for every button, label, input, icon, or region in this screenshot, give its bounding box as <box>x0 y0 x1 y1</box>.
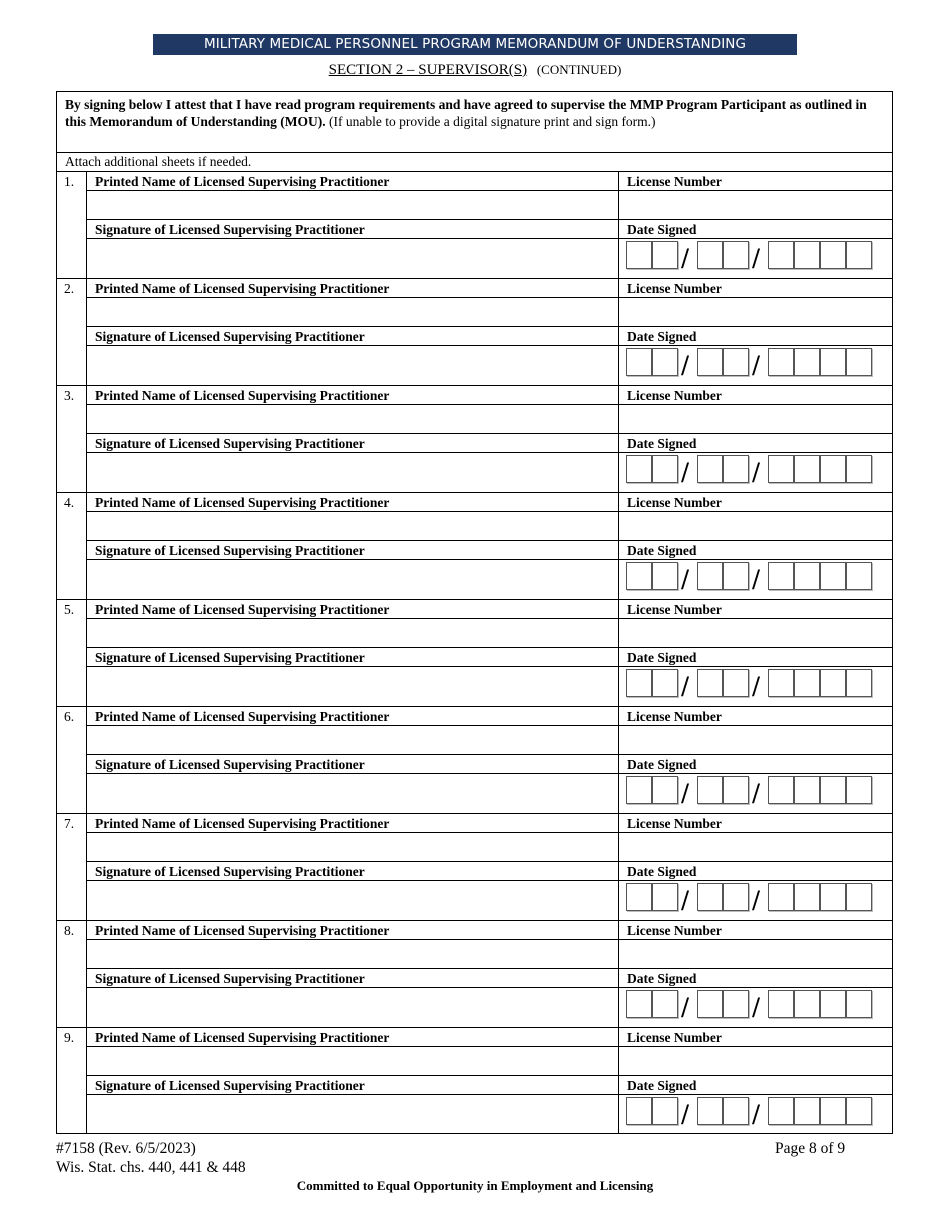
date-separator: / <box>752 993 761 1021</box>
printed-name-field[interactable] <box>88 1047 618 1075</box>
date-digit-box[interactable] <box>723 990 749 1018</box>
date-digit-box[interactable] <box>820 348 846 376</box>
row-divider <box>87 540 892 541</box>
printed-name-label: Printed Name of Licensed Supervising Practitioner <box>95 602 390 617</box>
date-digit-box[interactable] <box>697 776 723 804</box>
date-digit-box[interactable] <box>723 776 749 804</box>
form-banner: MILITARY MEDICAL PERSONNEL PROGRAM MEMORANDUM OF UNDERSTANDING <box>153 34 797 55</box>
supervisor-entry <box>56 814 893 921</box>
date-signed-label: Date Signed <box>627 436 697 451</box>
printed-name-field[interactable] <box>88 940 618 968</box>
date-signed-label: Date Signed <box>627 543 697 558</box>
row-divider <box>87 326 892 327</box>
date-digit-box[interactable] <box>846 241 872 269</box>
date-digit-box[interactable] <box>652 776 678 804</box>
date-digit-box[interactable] <box>820 455 846 483</box>
license-number-label: License Number <box>627 923 722 938</box>
supervisor-entry <box>56 279 893 386</box>
printed-name-label: Printed Name of Licensed Supervising Practitioner <box>95 816 390 831</box>
date-digit-box[interactable] <box>652 455 678 483</box>
printed-name-field[interactable] <box>88 726 618 754</box>
date-digit-box[interactable] <box>723 669 749 697</box>
signature-label: Signature of Licensed Supervising Practitioner <box>95 864 365 879</box>
date-digit-box[interactable] <box>723 1097 749 1125</box>
supervisor-entry <box>56 1028 893 1134</box>
column-divider <box>618 814 619 920</box>
row-divider <box>87 433 892 434</box>
date-digit-box[interactable] <box>768 562 794 590</box>
date-digit-box[interactable] <box>768 455 794 483</box>
date-digit-box[interactable] <box>652 1097 678 1125</box>
printed-name-label: Printed Name of Licensed Supervising Practitioner <box>95 923 390 938</box>
printed-name-label: Printed Name of Licensed Supervising Practitioner <box>95 709 390 724</box>
printed-name-label: Printed Name of Licensed Supervising Practitioner <box>95 1030 390 1045</box>
date-digit-box[interactable] <box>652 883 678 911</box>
printed-name-label: Printed Name of Licensed Supervising Practitioner <box>95 281 390 296</box>
date-digit-box[interactable] <box>846 776 872 804</box>
attach-sheets-note: Attach additional sheets if needed. <box>56 153 893 172</box>
date-digit-box[interactable] <box>723 455 749 483</box>
attestation-bold-text: By signing below I attest that I have read program requirements and have agreed to supervise the MMP Program Participant as outlined in this Memorandum of Understanding (MOU). <box>65 97 867 129</box>
signature-label: Signature of Licensed Supervising Practitioner <box>95 757 365 772</box>
date-separator: / <box>681 244 690 272</box>
date-signed-field <box>626 776 872 805</box>
attestation-note: (If unable to provide a digital signature print and sign form.) <box>329 114 656 129</box>
supervisor-entry <box>56 386 893 493</box>
date-digit-box[interactable] <box>697 348 723 376</box>
date-separator: / <box>681 458 690 486</box>
date-digit-box[interactable] <box>794 776 820 804</box>
date-digit-box[interactable] <box>768 776 794 804</box>
column-divider <box>618 600 619 706</box>
printed-name-label: Printed Name of Licensed Supervising Practitioner <box>95 174 390 189</box>
date-digit-box[interactable] <box>768 990 794 1018</box>
entry-number: 1. <box>57 172 87 278</box>
date-digit-box[interactable] <box>652 562 678 590</box>
license-number-label: License Number <box>627 174 722 189</box>
printed-name-field[interactable] <box>88 298 618 326</box>
date-separator: / <box>752 886 761 914</box>
section-continued: (CONTINUED) <box>536 62 622 77</box>
date-digit-box[interactable] <box>697 1097 723 1125</box>
date-digit-box[interactable] <box>626 669 652 697</box>
date-digit-box[interactable] <box>794 455 820 483</box>
attestation-statement <box>56 91 893 153</box>
entry-number: 9. <box>57 1028 87 1133</box>
license-number-field[interactable] <box>619 940 893 968</box>
license-number-label: License Number <box>627 602 722 617</box>
date-signed-label: Date Signed <box>627 222 697 237</box>
date-separator: / <box>752 244 761 272</box>
date-digit-box[interactable] <box>723 348 749 376</box>
signature-field[interactable] <box>88 453 618 492</box>
date-digit-box[interactable] <box>697 990 723 1018</box>
entry-number: 5. <box>57 600 87 706</box>
signature-label: Signature of Licensed Supervising Practitioner <box>95 436 365 451</box>
date-digit-box[interactable] <box>820 241 846 269</box>
page-number: Page 8 of 9 <box>775 1140 846 1157</box>
license-number-field[interactable] <box>619 833 893 861</box>
license-number-label: License Number <box>627 388 722 403</box>
date-digit-box[interactable] <box>846 562 872 590</box>
license-number-field[interactable] <box>619 191 893 219</box>
form-number: #7158 (Rev. 6/5/2023) <box>56 1140 196 1157</box>
date-digit-box[interactable] <box>794 883 820 911</box>
date-signed-field <box>626 241 872 270</box>
date-separator: / <box>752 672 761 700</box>
date-digit-box[interactable] <box>723 562 749 590</box>
equal-opportunity-statement: Committed to Equal Opportunity in Employment and Licensing <box>296 1178 654 1193</box>
column-divider <box>618 921 619 1027</box>
statutes-reference: Wis. Stat. chs. 440, 441 & 448 <box>56 1159 246 1176</box>
date-digit-box[interactable] <box>697 669 723 697</box>
date-separator: / <box>752 779 761 807</box>
date-signed-field <box>626 348 872 377</box>
date-digit-box[interactable] <box>626 455 652 483</box>
date-digit-box[interactable] <box>626 241 652 269</box>
date-digit-box[interactable] <box>697 455 723 483</box>
license-number-field[interactable] <box>619 512 893 540</box>
date-digit-box[interactable] <box>794 1097 820 1125</box>
date-digit-box[interactable] <box>794 241 820 269</box>
row-divider <box>87 1075 892 1076</box>
signature-label: Signature of Licensed Supervising Practitioner <box>95 971 365 986</box>
date-digit-box[interactable] <box>697 883 723 911</box>
date-digit-box[interactable] <box>846 669 872 697</box>
license-number-label: License Number <box>627 495 722 510</box>
column-divider <box>618 386 619 492</box>
license-number-label: License Number <box>627 281 722 296</box>
date-signed-label: Date Signed <box>627 1078 697 1093</box>
date-signed-field <box>626 669 872 698</box>
signature-field[interactable] <box>88 774 618 813</box>
date-separator: / <box>752 565 761 593</box>
date-signed-label: Date Signed <box>627 650 697 665</box>
entry-number: 3. <box>57 386 87 492</box>
date-separator: / <box>681 565 690 593</box>
date-signed-field <box>626 562 872 591</box>
license-number-field[interactable] <box>619 619 893 647</box>
date-digit-box[interactable] <box>723 883 749 911</box>
date-separator: / <box>681 351 690 379</box>
section-heading <box>0 62 950 79</box>
row-divider <box>87 861 892 862</box>
date-separator: / <box>752 351 761 379</box>
date-signed-field <box>626 1097 872 1126</box>
signature-label: Signature of Licensed Supervising Practitioner <box>95 543 365 558</box>
date-digit-box[interactable] <box>626 1097 652 1125</box>
signature-field[interactable] <box>88 988 618 1027</box>
date-digit-box[interactable] <box>652 241 678 269</box>
date-separator: / <box>681 993 690 1021</box>
signature-field[interactable] <box>88 881 618 920</box>
date-digit-box[interactable] <box>697 241 723 269</box>
date-digit-box[interactable] <box>846 455 872 483</box>
date-digit-box[interactable] <box>626 776 652 804</box>
date-digit-box[interactable] <box>820 990 846 1018</box>
signature-label: Signature of Licensed Supervising Practitioner <box>95 650 365 665</box>
date-signed-label: Date Signed <box>627 329 697 344</box>
date-signed-field <box>626 455 872 484</box>
column-divider <box>618 707 619 813</box>
license-number-field[interactable] <box>619 1047 893 1075</box>
signature-field[interactable] <box>88 560 618 599</box>
column-divider <box>618 172 619 278</box>
column-divider <box>618 1028 619 1133</box>
supervisor-entry <box>56 172 893 279</box>
row-divider <box>87 754 892 755</box>
date-digit-box[interactable] <box>794 562 820 590</box>
row-divider <box>87 219 892 220</box>
entry-number: 2. <box>57 279 87 385</box>
supervisor-entries <box>56 172 893 1134</box>
section-title: SECTION 2 – SUPERVISOR(S) <box>328 62 528 78</box>
printed-name-label: Printed Name of Licensed Supervising Practitioner <box>95 388 390 403</box>
date-digit-box[interactable] <box>794 990 820 1018</box>
printed-name-field[interactable] <box>88 191 618 219</box>
date-signed-label: Date Signed <box>627 757 697 772</box>
license-number-label: License Number <box>627 709 722 724</box>
date-digit-box[interactable] <box>846 348 872 376</box>
printed-name-field[interactable] <box>88 405 618 433</box>
date-digit-box[interactable] <box>652 669 678 697</box>
date-digit-box[interactable] <box>846 1097 872 1125</box>
date-digit-box[interactable] <box>846 883 872 911</box>
date-separator: / <box>681 779 690 807</box>
date-digit-box[interactable] <box>820 669 846 697</box>
column-divider <box>618 493 619 599</box>
date-signed-label: Date Signed <box>627 864 697 879</box>
date-separator: / <box>681 886 690 914</box>
signature-field[interactable] <box>88 667 618 706</box>
date-digit-box[interactable] <box>794 348 820 376</box>
date-digit-box[interactable] <box>652 348 678 376</box>
date-digit-box[interactable] <box>626 883 652 911</box>
date-digit-box[interactable] <box>626 990 652 1018</box>
printed-name-field[interactable] <box>88 512 618 540</box>
date-digit-box[interactable] <box>723 241 749 269</box>
signature-field[interactable] <box>88 1095 618 1134</box>
date-digit-box[interactable] <box>846 990 872 1018</box>
date-signed-label: Date Signed <box>627 971 697 986</box>
supervisor-entry <box>56 921 893 1028</box>
date-digit-box[interactable] <box>820 1097 846 1125</box>
license-number-field[interactable] <box>619 298 893 326</box>
date-digit-box[interactable] <box>820 562 846 590</box>
license-number-label: License Number <box>627 1030 722 1045</box>
date-separator: / <box>752 1100 761 1128</box>
printed-name-field[interactable] <box>88 619 618 647</box>
row-divider <box>87 968 892 969</box>
entry-number: 4. <box>57 493 87 599</box>
license-number-field[interactable] <box>619 726 893 754</box>
date-signed-field <box>626 883 872 912</box>
license-number-field[interactable] <box>619 405 893 433</box>
row-divider <box>87 647 892 648</box>
date-digit-box[interactable] <box>697 562 723 590</box>
date-digit-box[interactable] <box>652 990 678 1018</box>
date-digit-box[interactable] <box>626 348 652 376</box>
supervisor-entry <box>56 600 893 707</box>
date-separator: / <box>752 458 761 486</box>
printed-name-field[interactable] <box>88 833 618 861</box>
date-digit-box[interactable] <box>768 883 794 911</box>
date-digit-box[interactable] <box>626 562 652 590</box>
supervisor-entry <box>56 493 893 600</box>
date-signed-field <box>626 990 872 1019</box>
date-digit-box[interactable] <box>768 241 794 269</box>
entry-number: 7. <box>57 814 87 920</box>
signature-field[interactable] <box>88 239 618 278</box>
signature-field[interactable] <box>88 346 618 385</box>
date-digit-box[interactable] <box>820 883 846 911</box>
entry-number: 6. <box>57 707 87 813</box>
printed-name-label: Printed Name of Licensed Supervising Practitioner <box>95 495 390 510</box>
signature-label: Signature of Licensed Supervising Practitioner <box>95 329 365 344</box>
date-digit-box[interactable] <box>768 669 794 697</box>
date-digit-box[interactable] <box>820 776 846 804</box>
date-digit-box[interactable] <box>768 348 794 376</box>
signature-label: Signature of Licensed Supervising Practitioner <box>95 1078 365 1093</box>
license-number-label: License Number <box>627 816 722 831</box>
date-digit-box[interactable] <box>768 1097 794 1125</box>
date-separator: / <box>681 1100 690 1128</box>
supervisor-entry <box>56 707 893 814</box>
column-divider <box>618 279 619 385</box>
date-separator: / <box>681 672 690 700</box>
date-digit-box[interactable] <box>794 669 820 697</box>
entry-number: 8. <box>57 921 87 1027</box>
signature-label: Signature of Licensed Supervising Practitioner <box>95 222 365 237</box>
